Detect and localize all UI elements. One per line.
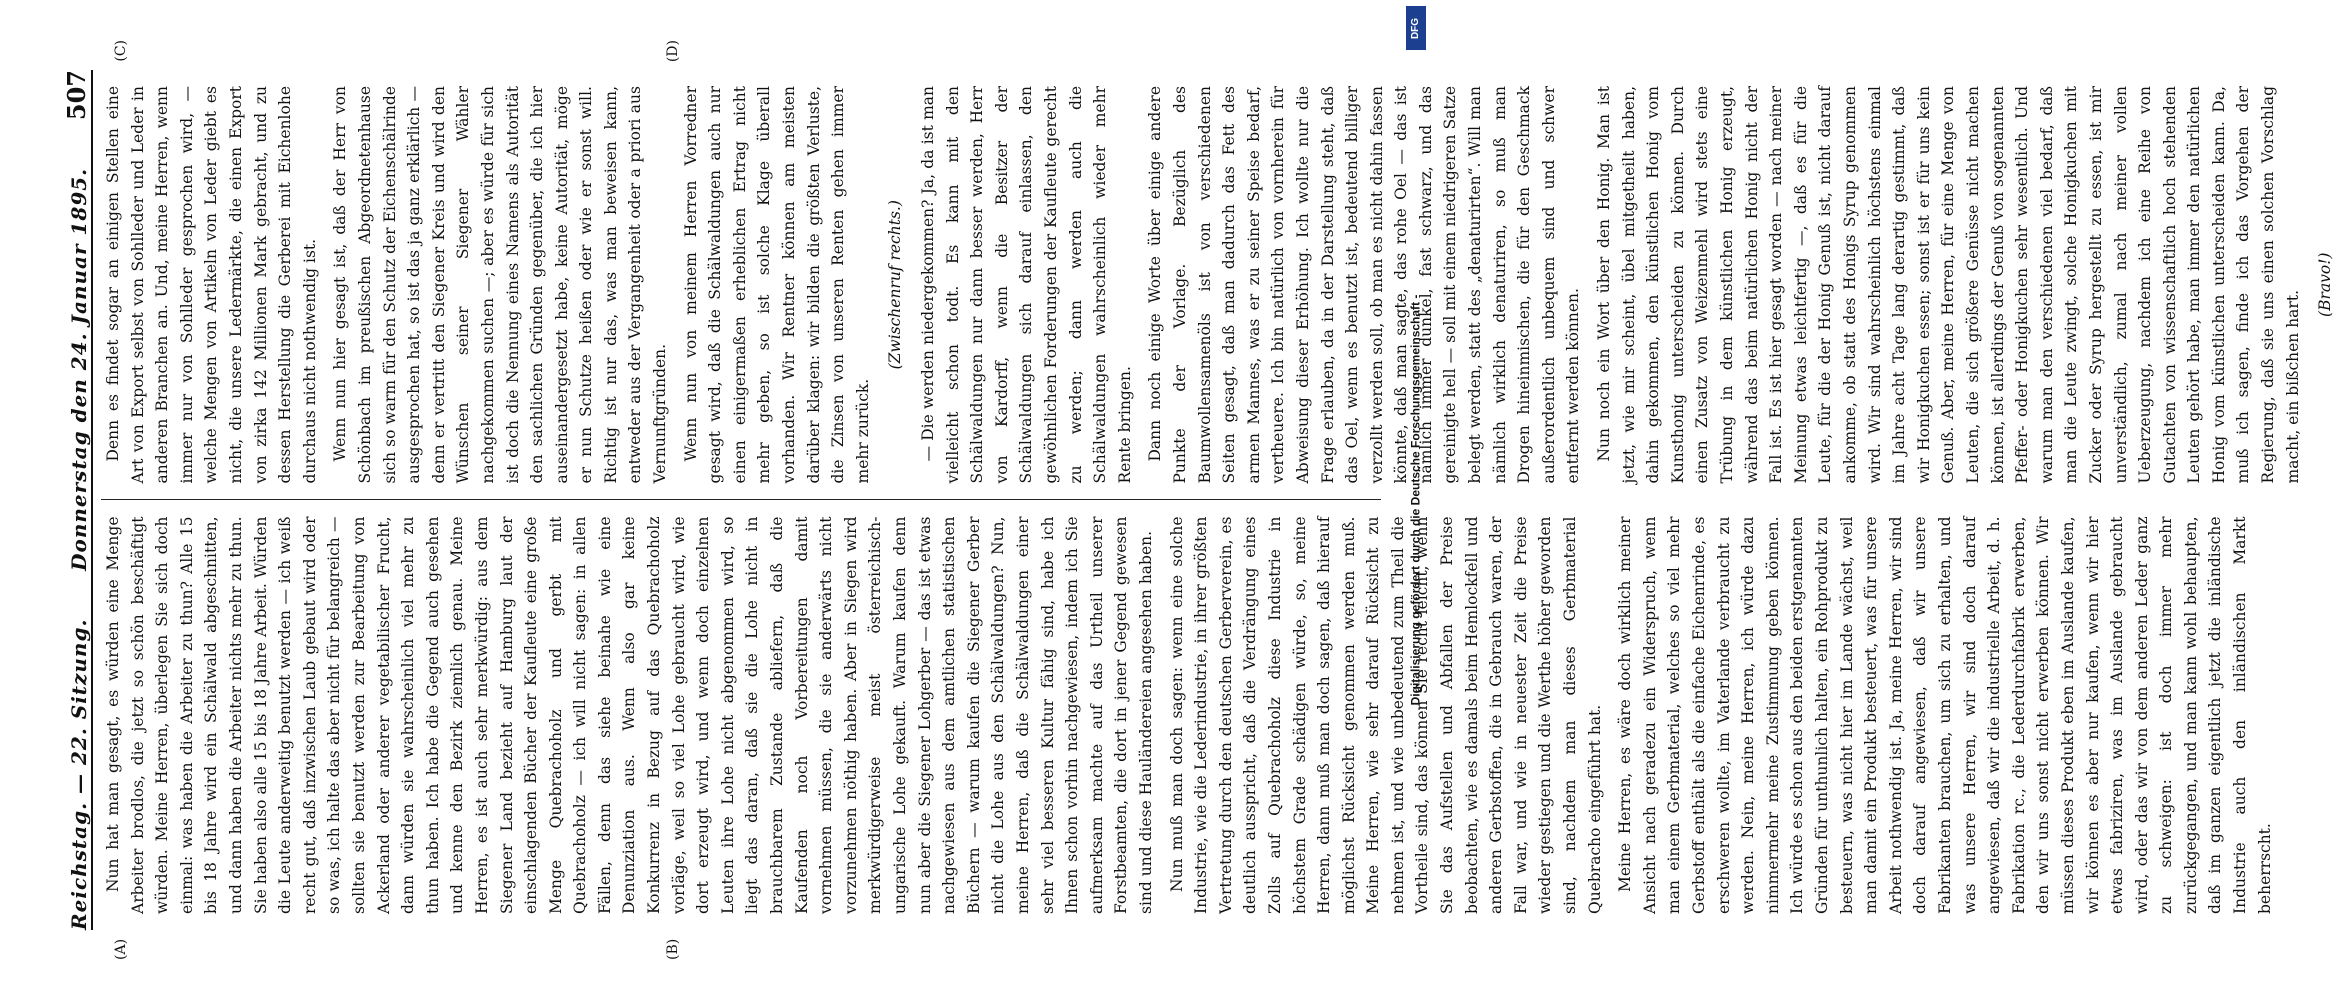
page-number: 507 [62, 70, 91, 121]
margin-marker-d: (D) [665, 40, 681, 63]
credit-text: Digitalisierung gefördert durch die Deutsche Forschungsgemeinschaft - [1408, 294, 1423, 706]
paragraph: — Die werden niedergekommen? Ja, da ist man vielleicht schon todt. Es kann mit den Schälwaldungen nur dann besser werden, Herr von Kardorff, wenn die Besitzer der Schälwaldungen sich darauf einlassen, den gewöhnlichen Forderungen der Kaufleute gerecht zu werden; dann werden auch die Schälwaldungen wahrscheinlich wieder mehr Rente bringen. [919, 86, 1134, 484]
dfg-logo [1406, 6, 1426, 50]
digitization-credit [1402, 0, 1428, 1000]
margin-marker-c: (C) [113, 40, 129, 62]
paragraph: Dann noch einige Worte über einige andere Punkte der Vorlage. Bezüglich des Baumwollensamenöls ist von verschiedenen Seiten gesagt, daß man dadurch das Fett des armen Mannes, was er zu seiner Speise bedarf, vertheuere. Ich bin natürlich von vornherein für Abweisung dieser Erhöhung. Ich wollte nur die Frage erlauben, da in der Darstellung steht, daß das Oel, wenn es benutzt ist, bedeutend billiger verzollt werden soll, ob man es nicht dahin fassen könnte, daß man sagte, das rohe Oel — das ist nämlich immer dunkel, fast schwarz, und das gereinigte hell — soll mit einem niedrigeren Satze belegt werden, statt des „denaturirten“. Will man nämlich wirklich denaturiren, so muß man Drogen hineinmischen, die für den Geschmack außerordentlich unbequem sind und schwer entfernt werden können. [1146, 86, 1583, 484]
header-date: Donnerstag den 24. Januar 1895. [67, 167, 91, 571]
paragraph: Wenn nun hier gesagt ist, daß der Herr von Schönbach im preußischen Abgeordnetenhause sich so warm für den Schutz der Eichenschälrinde ausgesprochen hat, so ist das ja ganz erklärlich — denn er vertritt den Siegener Kreis und wird den Wünschen seiner Siegener Wähler nachgekommen suchen —; aber es würde für sich ist doch die Nennung eines Namens als Autorität den sachlichen Gründen gegenüber, die ich hier auseinandergesetzt habe, keine Autorität, möge er nun Schutze heißen oder wie er sonst will. Richtig ist nur das, was man beweisen kann, entweder aus der Vergangenheit oder a priori aus Vernunftgründen. [331, 86, 670, 484]
margin-marker-b: (B) [665, 938, 681, 960]
page-header [49, 70, 93, 930]
paragraph: Meine Herren, es wäre doch wirklich meiner Ansicht nach geradezu ein Widerspruch, wenn man einem Gerbmaterial, welches so viel mehr Gerbstoff enthält als die einfache Eichenrinde, es erschweren wollte, im Vaterlande verbraucht zu werden. Nein, meine Herren, ich würde dazu nimmermehr meine Zustimmung geben können. Ich würde es schon aus den beiden erstgenannten Gründen für unthunlich halten, ein Rohprodukt zu besteuern, was nicht hier im Lande wächst, weil man damit ein Produkt besteuert, was für unsere Arbeit nothwendig ist. Ja, meine Herren, wir sind doch darauf angewiesen, daß wir unsere Fabrikanten brauchen, um sich zu erhalten, und was unsere Herren, wir sind doch darauf angewiesen, daß wir die industrielle Arbeit, d. h. Fabrikation rc., die Lederdurchfabrik erwerben, den wir uns sonst nicht erwerben können. Wir müssen dieses Produkt eben im Auslande kaufen, wir können es aber nur kaufen, wenn wir hier etwas fabriziren, was im Auslande gebraucht wird, oder das wir von dem anderen Leder ganz zu schweigen: ist doch immer mehr zurückgegangen, und man kann wohl behaupten, daß im ganzen eigentlich jetzt die inländische Industrie auch den inländischen Markt beherrscht. [1616, 516, 2274, 914]
interjection: (Zwischenruf rechts.) [886, 200, 905, 370]
logo-text: DFG [1410, 17, 1422, 39]
paragraph: Wenn nun von meinem Herren Vorredner gesagt wird, daß die Schälwaldungen auch nur einen einigermaßen erheblichen Ertrag nicht mehr geben, so ist solche Klage überall vorhanden. Wir Rentner können am meisten darüber klagen: wir bilden die größten Verluste, die Zinsen von unseren Renten gehen immer mehr zurück. [681, 86, 872, 484]
paragraph: Nun hat man gesagt, es würden eine Menge Arbeiter brodlos, die jetzt so schön beschäftigt würden. Meine Herren, überlegen Sie sich doch einmal: was haben die Arbeiter zu thun? Alle 15 bis 18 Jahre wird ein Schälwald abgeschnitten, und dann haben die Arbeiter nichts mehr zu thun. Sie haben also alle 15 bis 18 Jahre Arbeit. Würden die Leute anderweitig benutzt werden — ich weiß recht gut, daß inzwischen Laub gebaut wird oder so was, ich halte das aber nicht für belangreich — sollten sie benutzt werden zur Bearbeitung von Ackerland oder anderer vegetabilischer Frucht, dann würden sie wahrscheinlich viel mehr zu thun haben. Ich habe die Gegend auch gesehen und kenne den Bezirk ziemlich genau. Meine Herren, es ist auch sehr merkwürdig: aus dem Siegener Land bezieht auf Hamburg laut der einschlagenden Bücher der Kaufleute eine große Menge Quebrachoholz und gerbt mit Quebrachoholz — ich will nicht sagen: in allen Fällen, denn das siehe beinahe wie eine Denunziation aus. Wenn also gar keine Konkurrenz in Bezug auf das Quebrachoholz vorläge, weil so viel Lohe gebraucht wird, wie dort erzeugt wird, und wenn doch einzelnen Leuten ihre Lohe nicht abgenommen wird, so liegt das daran, daß sie die Lohe nicht in brauchbarem Zustande abliefern, daß die Kaufenden noch Vorbereitungen damit vornehmen müssen, die sie anderwärts nicht vorzunehmen nöthig haben. Aber in Siegen wird merkwürdigerweise meist österreichisch-ungarische Lohe gekauft. Warum kaufen denn nun aber die Siegener Lohgerber — das ist etwas nachgewiesen aus dem amtlichen statistischen Büchern — warum kaufen die Siegener Gerber nicht die Lohe aus den Schälwaldungen? Nun, meine Herren, daß die Schälwaldungen einer sehr viel besseren Kultur fähig sind, habe ich Ihnen schon vorhin nachgewiesen, indem ich Sie aufmerksam machte auf das Urtheil unserer Forstbeamten, die dort in jener Gegend gewesen sind und diese Hauländereien angesehen haben. [104, 516, 1155, 914]
left-column [101, 501, 2274, 960]
paragraph: Nun noch ein Wort über den Honig. Man ist jetzt, wie mir scheint, übel mitgetheilt haben, dahin gekommen, den künstlichen Honig vom Kunsthonig unterscheiden zu können. Durch einen Zusatz von Weizenmehl wird stets eine Trübung in dem künstlichen Honig erzeugt, während das beim natürlichen Honig nicht der Fall ist. Es ist hier gesagt worden — nach meiner Meinung etwas leichtfertig —, daß es für die Leute, für die der Honig Genuß ist, nicht darauf ankomme, ob statt des Honigs Syrup genommen wird. Wir sind wahrscheinlich höchstens einmal im Jahre acht Tage lang derartig gestimmt, daß wir Honigkuchen essen; sonst ist er für uns kein Genuß. Aber, meine Herren, für eine Menge von Leuten, die sich größere Genüsse nicht machen können, ist allerdings der Genuß von sogenannten Pfeffer- oder Honigkuchen sehr wesentlich. Und warum man den verschiedenen viel bedarf, daß man die Leute zwingt, solche Honigkuchen mit Zucker oder Syrup hergestellt zu essen, ist mir unverständlich, zumal nach meiner vollen Ueberzeugung, nachdem ich eine Reihe von Gutachten von wissenschaftlich hoch stehenden Leuten gehört habe, man immer den natürlichen Honig vom künstlichen unterscheiden kann. Da, muß ich sagen, finde ich das Vorgehen der Regierung, daß sie uns einen solchen Vorschlag macht, ein bißchen hart. [1595, 86, 2302, 484]
margin-marker-a: (A) [113, 938, 129, 960]
paragraph: Denn es findet sogar an einigen Stellen eine Art von Export selbst von Sohlleder und Leder in anderen Branchen an. Und, meine Herren, wenn immer nur von Sohlleder gesprochen wird, — welche Mengen von Artikeln von Leder giebt es nicht, die unsere Ledermärkte, die einen Export von zirka 142 Millionen Mark gebracht, und zu dessen Herstellung die Gerberei mit Eichenlohe durchaus nicht nothwendig ist. [104, 86, 319, 484]
header-left: Reichstag. — 22. Sitzung. [67, 618, 91, 930]
paragraph: Nun muß man doch sagen: wenn eine solche Industrie, wie die Lederindustrie, in ihrer größten Vertretung durch den deutschen Gerberverein, es deutlich ausspricht, daß die Verdrängung eines Zolls auf Quebrachoholz diese Industrie in höchstem Grade schädigen würde, so, meine Herren, dann muß man doch sagen, daß hierauf möglichst Rücksicht genommen werden muß. Meine Herren, wie sehr darauf Rücksicht zu nehmen ist, und wie unbedeutend zum Theil die Vortheile sind, das können Sie recht leicht, wenn Sie das Aufstellen und Abfallen der Preise beobachten, wie es damals beim Hemlockfell und anderen Gerbstoffen, die in Gebrauch waren, der Fall war, und wie in neuester Zeit die Preise wieder gestiegen und die Werthe höher geworden sind, nachdem man dieses Gerbmaterial Quebracho eingeführt hat. [1167, 516, 1604, 914]
applause-note: (Bravo!) [2316, 252, 2335, 317]
